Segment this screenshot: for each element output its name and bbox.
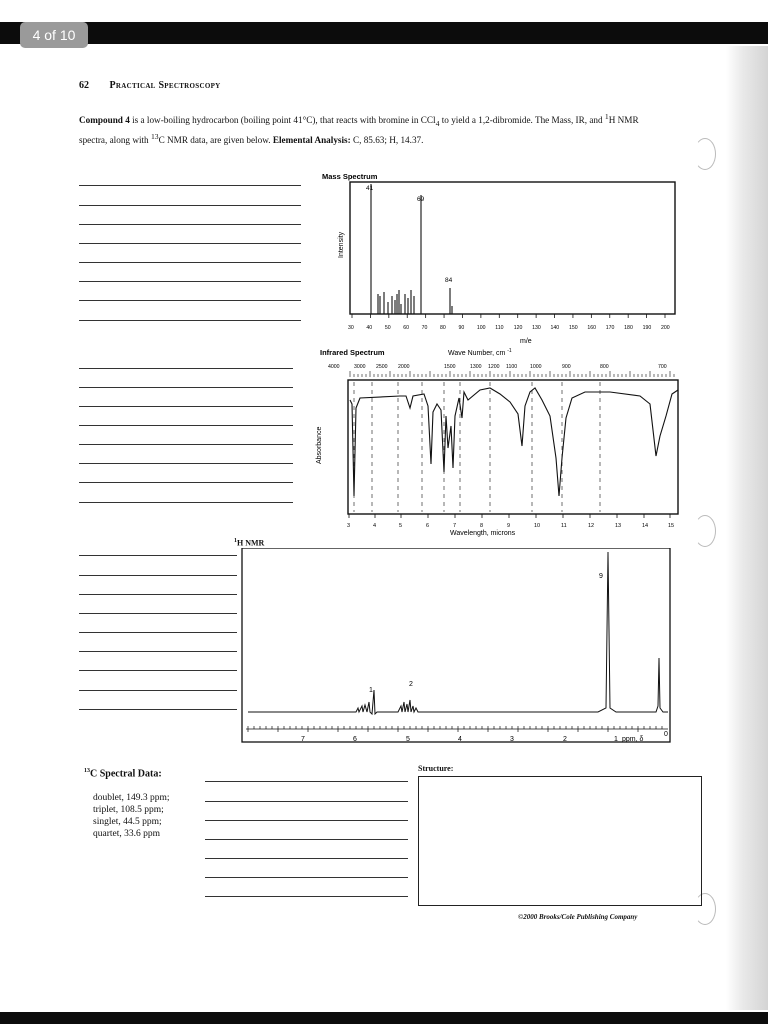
ir-top-tick-label: 2000	[398, 364, 410, 370]
mass-spectrum-title: Mass Spectrum	[322, 172, 378, 181]
h-nmr-peak-label-9: 9	[599, 573, 603, 580]
h-nmr-trace	[248, 552, 668, 714]
answer-line[interactable]	[79, 205, 301, 206]
ms-tick-label: 190	[642, 325, 652, 331]
ir-bottom-tick-label: 11	[561, 523, 567, 529]
ms-tick-label: 50	[384, 325, 391, 331]
ir-top-tick-label: 800	[600, 364, 609, 370]
ir-bottom-tick-label: 10	[534, 523, 541, 529]
ir-top-tick-label: 2500	[376, 364, 388, 370]
h-nmr-peak-label-2: 2	[409, 681, 413, 688]
binder-hole-icon	[694, 515, 716, 547]
answer-line[interactable]	[79, 406, 293, 407]
ir-top-tick-label: 900	[562, 364, 571, 370]
page-indicator: 4 of 10	[20, 22, 88, 48]
ir-bottom-tick-label: 12	[588, 523, 595, 529]
ir-top-tick-label: 1500	[444, 364, 456, 370]
answer-line[interactable]	[79, 709, 237, 710]
answer-line[interactable]	[205, 820, 408, 821]
answer-line[interactable]	[79, 444, 293, 445]
ms-tick-label: 100	[476, 325, 486, 331]
ir-bottom-tick-label: 3	[347, 523, 351, 529]
ms-peak-label-41: 41	[366, 185, 374, 192]
ms-peak-label-69: 69	[417, 196, 425, 203]
ms-tick-label: 120	[513, 325, 523, 331]
c13-title-text: C Spectral Data:	[90, 768, 162, 780]
answer-line[interactable]	[79, 613, 237, 614]
ms-tick-label: 110	[495, 325, 504, 331]
nmr-tick-label: 1	[614, 736, 618, 743]
ir-bottom-tick-label: 9	[507, 523, 511, 529]
nmr-tick-label: 6	[353, 736, 357, 743]
ir-top-tick-label: 4000	[328, 364, 340, 370]
nmr-tick-label: 2	[563, 736, 567, 743]
c13-data-line: doublet, 149.3 ppm;	[93, 793, 170, 803]
ms-tick-label: 160	[587, 325, 597, 331]
ms-tick-label: 200	[661, 325, 670, 331]
ms-tick-label: 140	[550, 325, 560, 331]
superscript-13: 13	[150, 131, 159, 141]
answer-line[interactable]	[79, 425, 293, 426]
nmr-tick-label: 4	[458, 736, 462, 743]
book-title: Practical Spectroscopy	[109, 80, 221, 91]
ir-top-tick-label: 1000	[530, 364, 542, 370]
h-nmr-title-text: H NMR	[237, 538, 265, 548]
intro-text-4: C NMR data, are given below.	[158, 134, 273, 145]
h-nmr-peak-label-1: 1	[369, 687, 373, 694]
answer-line[interactable]	[205, 781, 408, 782]
ir-bottom-axis-label: Wavelength, microns	[450, 530, 516, 537]
mass-spectrum-x-ticks	[348, 314, 670, 331]
problem-statement	[79, 110, 669, 147]
h-nmr-title	[234, 538, 264, 548]
ir-spectrum-figure	[310, 346, 690, 546]
h-nmr-figure	[238, 548, 678, 748]
mass-spectrum-peaks	[371, 184, 452, 314]
intro-text-3: H NMR spectra, along with	[79, 115, 639, 145]
ms-tick-label: 90	[458, 325, 465, 331]
nmr-tick-label: 3	[510, 736, 514, 743]
ir-top-tick-label: 1300	[470, 364, 482, 370]
ir-bottom-tick-label: 14	[642, 523, 649, 529]
h-nmr-frame	[242, 548, 670, 742]
ir-top-axis-ticks	[328, 364, 674, 377]
structure-answer-box[interactable]	[418, 776, 702, 906]
answer-line[interactable]	[79, 575, 237, 576]
answer-line[interactable]	[79, 670, 237, 671]
answer-line[interactable]	[79, 651, 237, 652]
answer-line[interactable]	[79, 368, 293, 369]
ir-top-tick-label: 1100	[506, 364, 518, 370]
answer-line[interactable]	[205, 896, 408, 897]
mass-spectrum-ylabel: Intensity	[338, 231, 345, 258]
nmr-tick-label: 5	[406, 736, 410, 743]
ir-bottom-tick-label: 6	[426, 523, 430, 529]
nmr-tick-label: 7	[301, 736, 305, 743]
ir-bottom-axis-ticks	[347, 514, 674, 529]
ms-tick-label: 180	[624, 325, 633, 331]
subscript-4: 4	[435, 118, 440, 128]
c13-data-line: triplet, 108.5 ppm;	[93, 805, 164, 815]
h-nmr-axis-label: ppm, δ	[622, 736, 644, 743]
ms-tick-label: 70	[421, 325, 428, 331]
answer-line[interactable]	[205, 858, 408, 859]
ir-spectrum-frame	[348, 380, 678, 514]
structure-label: Structure:	[418, 764, 454, 773]
compound-label: Compound 4	[79, 115, 130, 126]
answer-line[interactable]	[79, 387, 293, 388]
c13-data-line: singlet, 44.5 ppm;	[93, 817, 162, 827]
answer-line[interactable]	[79, 224, 301, 225]
nmr-tick-label: 0	[664, 731, 668, 738]
ms-tick-label: 30	[348, 325, 354, 331]
ir-bottom-tick-label: 5	[399, 523, 403, 529]
answer-line[interactable]	[79, 502, 293, 503]
ir-bottom-tick-label: 7	[453, 523, 457, 529]
c13-title-sup: 13	[84, 768, 90, 774]
h-nmr-axis-ticks	[246, 726, 668, 743]
mass-spectrum-xlabel: m/e	[520, 338, 532, 345]
answer-line[interactable]	[79, 281, 301, 282]
elemental-analysis-label: Elemental Analysis:	[272, 134, 351, 145]
answer-line[interactable]	[79, 690, 237, 691]
ms-tick-label: 40	[366, 325, 373, 331]
answer-line[interactable]	[79, 594, 237, 595]
answer-line[interactable]	[79, 300, 301, 301]
answer-line[interactable]	[79, 463, 293, 464]
ir-bottom-tick-label: 4	[373, 523, 377, 529]
intro-text-1: is a low-boiling hydrocarbon (boiling point 41°C), that reacts with bromine in CCl	[129, 115, 436, 126]
answer-line[interactable]	[205, 839, 408, 840]
ir-bottom-tick-label: 13	[615, 523, 622, 529]
ir-top-tick-label: 700	[658, 364, 667, 370]
ms-tick-label: 150	[568, 325, 578, 331]
ir-top-tick-label: 3000	[354, 364, 366, 370]
ms-tick-label: 60	[403, 325, 410, 331]
ms-tick-label: 130	[532, 325, 541, 331]
c13-data-list	[93, 792, 170, 840]
intro-text-2: to yield a 1,2-dibromide. The Mass, IR, and	[439, 115, 605, 126]
answer-line[interactable]	[79, 555, 237, 556]
answer-line[interactable]	[205, 877, 408, 878]
ir-top-tick-label: 1200	[488, 364, 500, 370]
ms-tick-label: 80	[440, 325, 446, 331]
page-edge-shadow	[726, 46, 768, 1010]
c13-data-title	[84, 768, 162, 779]
answer-line[interactable]	[79, 632, 237, 633]
answer-line[interactable]	[79, 185, 301, 186]
ir-spectrum-title: Infrared Spectrum	[320, 348, 385, 357]
answer-line[interactable]	[79, 262, 301, 263]
ir-top-axis-label: Wave Number, cm $^{-1}$	[448, 348, 512, 357]
page-number: 62	[79, 80, 89, 91]
superscript-1: 1	[604, 112, 609, 121]
c13-data-line: quartet, 33.6 ppm	[93, 829, 161, 839]
ir-absorbance-trace	[350, 388, 678, 496]
answer-line[interactable]	[79, 320, 301, 321]
answer-line[interactable]	[205, 801, 408, 802]
ms-tick-label: 170	[605, 325, 615, 331]
h-nmr-title-sup: 1	[234, 538, 237, 544]
ir-bottom-tick-label: 15	[668, 523, 675, 529]
copyright-notice: ©2000 Brooks/Cole Publishing Company	[518, 913, 638, 921]
running-header	[79, 80, 221, 91]
ms-peak-label-84: 84	[445, 277, 453, 284]
ir-bottom-tick-label: 8	[480, 523, 484, 529]
answer-line[interactable]	[79, 243, 301, 244]
ir-spectrum-ylabel: Absorbance	[316, 426, 323, 464]
binder-hole-icon	[694, 138, 716, 170]
elemental-analysis-value: C, 85.63; H, 14.37.	[350, 134, 424, 145]
answer-line[interactable]	[79, 482, 293, 483]
viewer-top-bar	[0, 22, 768, 44]
viewer-bottom-bar	[0, 1012, 768, 1024]
mass-spectrum-figure	[310, 168, 690, 350]
